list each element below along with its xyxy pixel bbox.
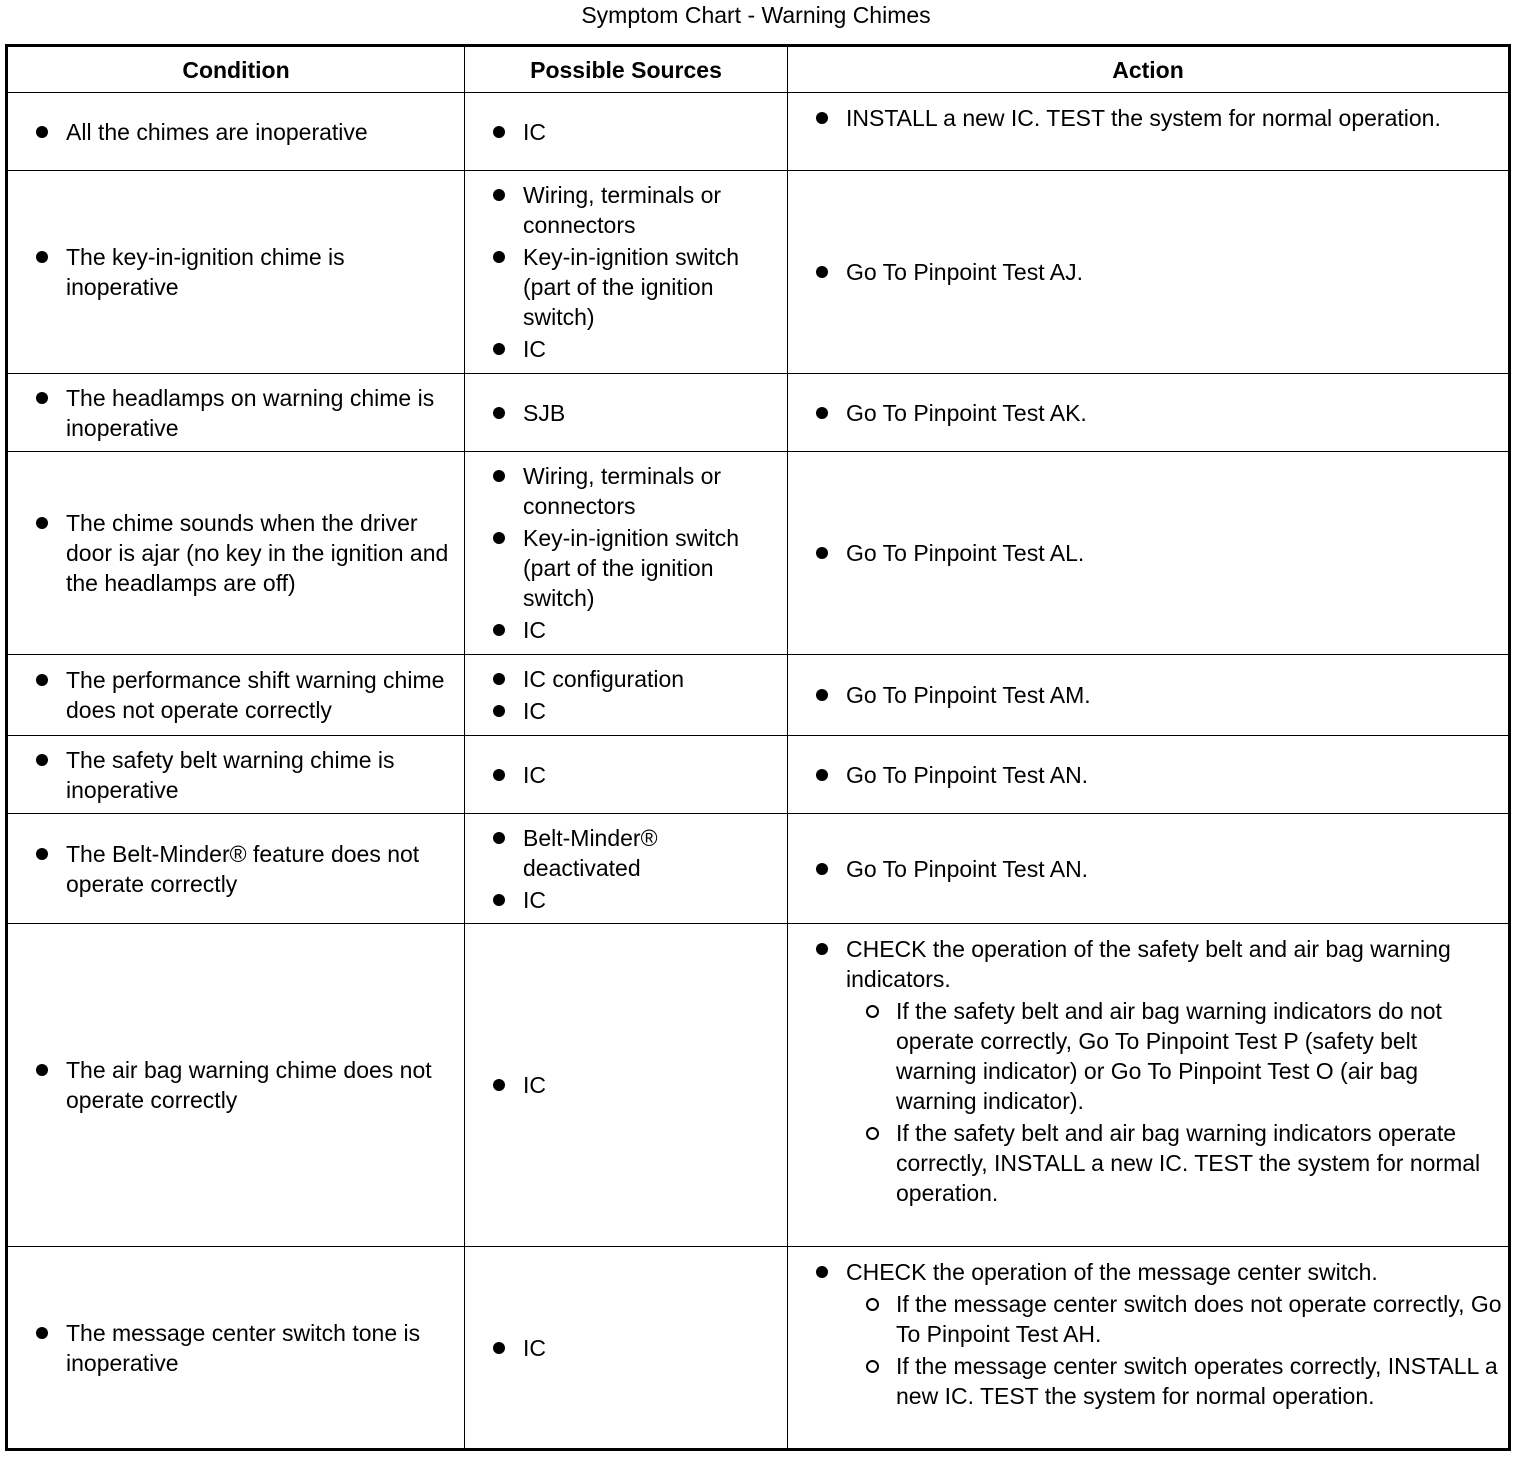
condition-text: The headlamps on warning chime is inoperative	[36, 383, 458, 443]
table-row	[7, 655, 1510, 736]
chart-title: Symptom Chart - Warning Chimes	[581, 2, 931, 28]
action-cell	[788, 814, 1510, 924]
sources-cell	[465, 814, 788, 924]
action-item: INSTALL a new IC. TEST the system for normal operation.	[816, 103, 1502, 133]
table-row	[7, 924, 1510, 1247]
source-item: Belt-Minder® deactivated	[493, 823, 781, 883]
source-item: SJB	[493, 398, 781, 428]
action-cell	[788, 374, 1510, 452]
action-subitem: If the safety belt and air bag warning indicators operate correctly, INSTALL a new IC. TEST the system for normal operation.	[846, 1118, 1502, 1208]
source-item: IC	[493, 117, 781, 147]
sources-cell	[465, 452, 788, 655]
condition-cell	[7, 452, 465, 655]
table-row	[7, 736, 1510, 814]
condition-text: The performance shift warning chime does not operate correctly	[36, 665, 458, 725]
action-item	[816, 1257, 1502, 1411]
condition-cell	[7, 374, 465, 452]
action-item: Go To Pinpoint Test AN.	[816, 854, 1502, 884]
source-item: Key-in-ignition switch (part of the ignition switch)	[493, 523, 781, 613]
action-subitem: If the message center switch operates correctly, INSTALL a new IC. TEST the system for normal operation.	[846, 1351, 1502, 1411]
source-item: Key-in-ignition switch (part of the ignition switch)	[493, 242, 781, 332]
condition-cell	[7, 736, 465, 814]
table-row	[7, 452, 1510, 655]
source-item: IC	[493, 1333, 781, 1363]
sources-cell	[465, 736, 788, 814]
sources-cell	[465, 374, 788, 452]
action-cell	[788, 736, 1510, 814]
header-row	[7, 46, 1510, 93]
source-item: Wiring, terminals or connectors	[493, 180, 781, 240]
action-item: Go To Pinpoint Test AK.	[816, 398, 1502, 428]
condition-cell	[7, 924, 465, 1247]
action-subitem: If the message center switch does not operate correctly, Go To Pinpoint Test AH.	[846, 1289, 1502, 1349]
source-item: IC	[493, 615, 781, 645]
header-action: Action	[788, 46, 1510, 93]
action-cell	[788, 1247, 1510, 1450]
action-text: CHECK the operation of the message center switch.	[846, 1259, 1378, 1285]
condition-text: The chime sounds when the driver door is ajar (no key in the ignition and the headlamps are off)	[36, 508, 458, 598]
condition-cell	[7, 171, 465, 374]
symptom-chart-table	[5, 44, 1511, 1451]
table-row	[7, 93, 1510, 171]
source-item: IC	[493, 334, 781, 364]
table-row	[7, 1247, 1510, 1450]
action-item	[816, 934, 1502, 1208]
source-item: IC	[493, 760, 781, 790]
action-cell	[788, 924, 1510, 1247]
condition-text: The Belt-Minder® feature does not operate correctly	[36, 839, 458, 899]
condition-text: The safety belt warning chime is inoperative	[36, 745, 458, 805]
condition-text: The air bag warning chime does not operate correctly	[36, 1055, 458, 1115]
action-cell	[788, 452, 1510, 655]
action-item: Go To Pinpoint Test AL.	[816, 538, 1502, 568]
source-item: IC	[493, 1070, 781, 1100]
sources-cell	[465, 93, 788, 171]
condition-text: The key-in-ignition chime is inoperative	[36, 242, 458, 302]
sources-cell	[465, 1247, 788, 1450]
action-cell	[788, 655, 1510, 736]
action-item: Go To Pinpoint Test AJ.	[816, 257, 1502, 287]
header-condition: Condition	[7, 46, 465, 93]
source-item: IC configuration	[493, 664, 781, 694]
condition-text: The message center switch tone is inoperative	[36, 1318, 458, 1378]
action-text: CHECK the operation of the safety belt and air bag warning indicators.	[846, 936, 1451, 992]
action-cell	[788, 171, 1510, 374]
condition-cell	[7, 93, 465, 171]
condition-cell	[7, 814, 465, 924]
condition-text: All the chimes are inoperative	[36, 117, 458, 147]
sources-cell	[465, 655, 788, 736]
condition-cell	[7, 1247, 465, 1450]
action-item: Go To Pinpoint Test AM.	[816, 680, 1502, 710]
table-row	[7, 814, 1510, 924]
action-cell	[788, 93, 1510, 171]
source-item: IC	[493, 885, 781, 915]
header-possible-sources: Possible Sources	[465, 46, 788, 93]
sources-cell	[465, 924, 788, 1247]
source-item: Wiring, terminals or connectors	[493, 461, 781, 521]
action-subitem: If the safety belt and air bag warning indicators do not operate correctly, Go To Pinpoint Test P (safety belt warning indicator) or Go To Pinpoint Test O (air bag warning indicator).	[846, 996, 1502, 1116]
table-row	[7, 171, 1510, 374]
sources-cell	[465, 171, 788, 374]
condition-cell	[7, 655, 465, 736]
source-item: IC	[493, 696, 781, 726]
action-item: Go To Pinpoint Test AN.	[816, 760, 1502, 790]
table-row	[7, 374, 1510, 452]
